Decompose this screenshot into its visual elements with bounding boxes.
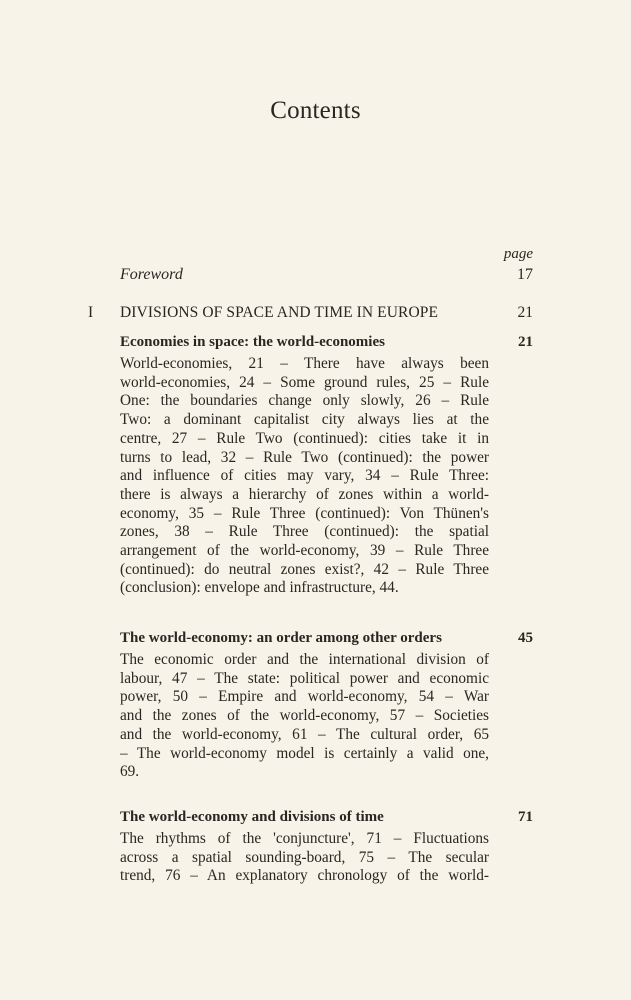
summary-line: trend, 76 – An explanatory chronology of the world- (120, 867, 489, 885)
section-heading: The world-economy and divisions of time (120, 809, 384, 825)
summary-line: zones, 38 – Rule Three (continued): the spatial (120, 523, 489, 541)
summary-line: and the world-economy, 61 – The cultural order, 65 (120, 725, 489, 743)
foreword-page-number: 17 (517, 266, 533, 283)
section-page-number: 21 (518, 334, 533, 350)
summary-line: (continued): do neutral zones exist?, 42 – Rule Three (120, 560, 489, 578)
summary-line: and influence of cities may vary, 34 – Rule Three: (120, 467, 489, 485)
toc-section[interactable] (120, 806, 533, 886)
summary-line: The rhythms of the 'conjuncture', 71 – Fluctuations (120, 830, 489, 847)
summary-line: The economic order and the international division of (120, 651, 489, 668)
summary-line: centre, 27 – Rule Two (continued): cities take it in (120, 429, 489, 447)
page-title: Contents (270, 97, 361, 124)
summary-line: – The world-economy model is certainly a valid one, (120, 744, 489, 762)
toc-section[interactable] (120, 331, 533, 598)
toc-section[interactable] (120, 627, 533, 782)
summary-line: turns to lead, 32 – Rule Two (continued): the power (120, 448, 489, 466)
summary-line: One: the boundaries change only slowly, 26 – Rule (120, 392, 489, 410)
chapter-title: DIVISIONS OF SPACE AND TIME IN EUROPE (120, 304, 439, 321)
section-heading: Economies in space: the world-economies (120, 334, 385, 350)
section-summary (120, 355, 489, 598)
section-page-number: 71 (518, 809, 533, 825)
summary-line: (conclusion): envelope and infrastructure, 44. (120, 579, 399, 597)
summary-line: economy, 35 – Rule Three (continued): Von Thünen's (120, 504, 489, 522)
summary-line: across a spatial sounding-board, 75 – The secular (120, 848, 489, 866)
section-summary (120, 651, 489, 782)
summary-line: and the zones of the world-economy, 57 – Societies (120, 707, 489, 725)
foreword-title: Foreword (120, 266, 183, 283)
section-heading: The world-economy: an order among other orders (120, 630, 442, 646)
page-column-label: page (503, 246, 533, 262)
foreword-entry[interactable] (120, 266, 533, 284)
section-page-number: 45 (518, 630, 533, 646)
summary-line: arrangement of the world-economy, 39 – Rule Three (120, 542, 489, 560)
section-summary (120, 830, 489, 886)
chapter-page-number: 21 (517, 304, 533, 321)
summary-line: world-economies, 24 – Some ground rules, 25 – Rule (120, 373, 489, 391)
summary-line: 69. (120, 763, 140, 781)
summary-line: World-economies, 21 – There have always been (120, 355, 489, 372)
summary-line: there is always a hierarchy of zones within a world- (120, 485, 489, 503)
chapter-number: I (88, 304, 94, 321)
summary-line: power, 50 – Empire and world-economy, 54 – War (120, 688, 489, 706)
summary-line: Two: a dominant capitalist city always lies at the (120, 411, 489, 429)
summary-line: labour, 47 – The state: political power and economic (120, 669, 489, 687)
